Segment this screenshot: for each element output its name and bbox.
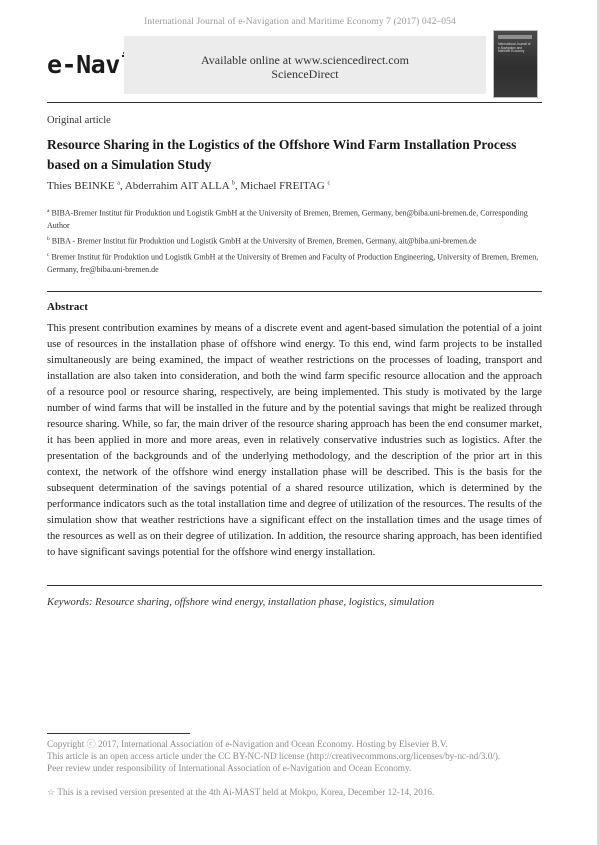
revision-note: ☆ This is a revised version presented at the 4th Ai-MAST held at Mokpo, Korea, December 12-14, 2016. bbox=[47, 787, 435, 797]
affil-mark: a bbox=[47, 208, 50, 214]
journal-citation: International Journal of e-Navigation and Maritime Economy 7 (2017) 042–054 bbox=[144, 17, 456, 27]
author-affil-mark: c bbox=[327, 180, 331, 187]
cover-title: International Journal of e-Navigation and Maritime Economy bbox=[498, 42, 531, 54]
copyright-line: Copyright ⓒ 2017, International Association of e-Navigation and Ocean Economy. Hosting by Elsevier B.V. bbox=[47, 739, 448, 749]
logo-text: e-Nav bbox=[47, 50, 120, 79]
abstract-body: This present contribution examines by means of a discrete event and agent-based simulation the potential of a joint use of resources in the installation phase of offshore wind energy. To this end, wind farm projects to be installed simultaneously are being examined, the impact of weather restrictions on the processes of loading, transport and installation are also taken into consideration, and both the wind farm specific resource allocation and the approach of a resource pool or resource sharing, respectively, are being implemented. This study is motivated by the large number of wind farms that will be installed in the future and by the potential savings that might be realized through resource sharing. While, so far, the main driver of the resource sharing approach has been the end consumer market, it has been applied in more and more areas, even in relatively conservative industries such as logistics. After the presentation of the backgrounds and of the underlying methodology, and the description of the prior art in this context, the network of the offshore wind energy installation phase will be described. This is the basis for the subsequent determination of the savings potential of a shared resource utilization, which is determined by the performance indicators such as the total installation time and degree of utilization of the resources. The results of the simulation show that weather restrictions have a significant effect on the installation times and the usage times of the resources as well as on their degree of utilization. In addition, the resource sharing approach, has been identified to have significant savings potential for the offshore wind energy installation. bbox=[47, 323, 542, 558]
sciencedirect-label: ScienceDirect bbox=[271, 67, 339, 81]
journal-cover-thumbnail bbox=[493, 30, 538, 98]
journal-logo bbox=[47, 50, 129, 79]
paper-title: Resource Sharing in the Logistics of the Offshore Wind Farm Installation Process based on a Simulation Study bbox=[47, 137, 517, 172]
author-list: Thies BEINKE $^a$, Abderrahim AIT ALLA $^b$, Michael FREITAG $^c$ bbox=[47, 180, 331, 192]
affil-text: BIBA - Bremer Institut für Produktion und Logistik GmbH at the University of Bremen, Bremen, Germany, ait@biba.uni-bremen.de bbox=[51, 236, 477, 246]
author-affil-mark: b bbox=[231, 180, 235, 187]
abstract-heading: Abstract bbox=[47, 301, 88, 313]
affil-mark: c bbox=[47, 252, 50, 258]
author-name: Michael FREITAG bbox=[240, 180, 325, 192]
affiliation-a bbox=[47, 205, 545, 232]
availability-line: Available online at www.sciencedirect.com bbox=[201, 53, 409, 67]
peer-review-line: Peer review under responsibility of International Association of e-Navigation and Ocean Economy. bbox=[47, 762, 412, 773]
affiliation-b bbox=[47, 233, 545, 248]
cover-bar bbox=[498, 35, 532, 39]
author-name: Thies BEINKE bbox=[47, 180, 115, 192]
license-line: This article is an open access article under the CC BY-NC-ND license (http://creativecommons.org/licenses/by-nc-nd/3.0/). bbox=[47, 750, 501, 761]
footnote-rule bbox=[47, 733, 190, 734]
availability-info bbox=[124, 53, 486, 81]
header-rule bbox=[47, 102, 542, 103]
abstract-rule-bottom bbox=[47, 585, 542, 586]
affiliation-c bbox=[47, 249, 545, 276]
author-name: Abderrahim AIT ALLA bbox=[124, 180, 230, 192]
article-type: Original article bbox=[47, 115, 111, 126]
author-affil-mark: a bbox=[117, 180, 120, 187]
affil-text: BIBA-Bremer Institut für Produktion und Logistik GmbH at the University of Bremen, Bremen, Germany, ben@biba.uni-bremen.de, Corresponding Author bbox=[47, 208, 528, 230]
copyright-notice bbox=[47, 739, 547, 774]
affil-text: Bremer Institut für Produktion und Logistik GmbH at the University of Bremen and Faculty of Production Engineering, University of Bremen, Bremen, Germany, fre@biba.uni-bremen.de bbox=[47, 252, 539, 274]
affil-mark: b bbox=[47, 236, 50, 242]
abstract-rule-top bbox=[47, 291, 542, 292]
keywords: Keywords: Resource sharing, offshore wind energy, installation phase, logistics, simulation bbox=[47, 597, 435, 608]
